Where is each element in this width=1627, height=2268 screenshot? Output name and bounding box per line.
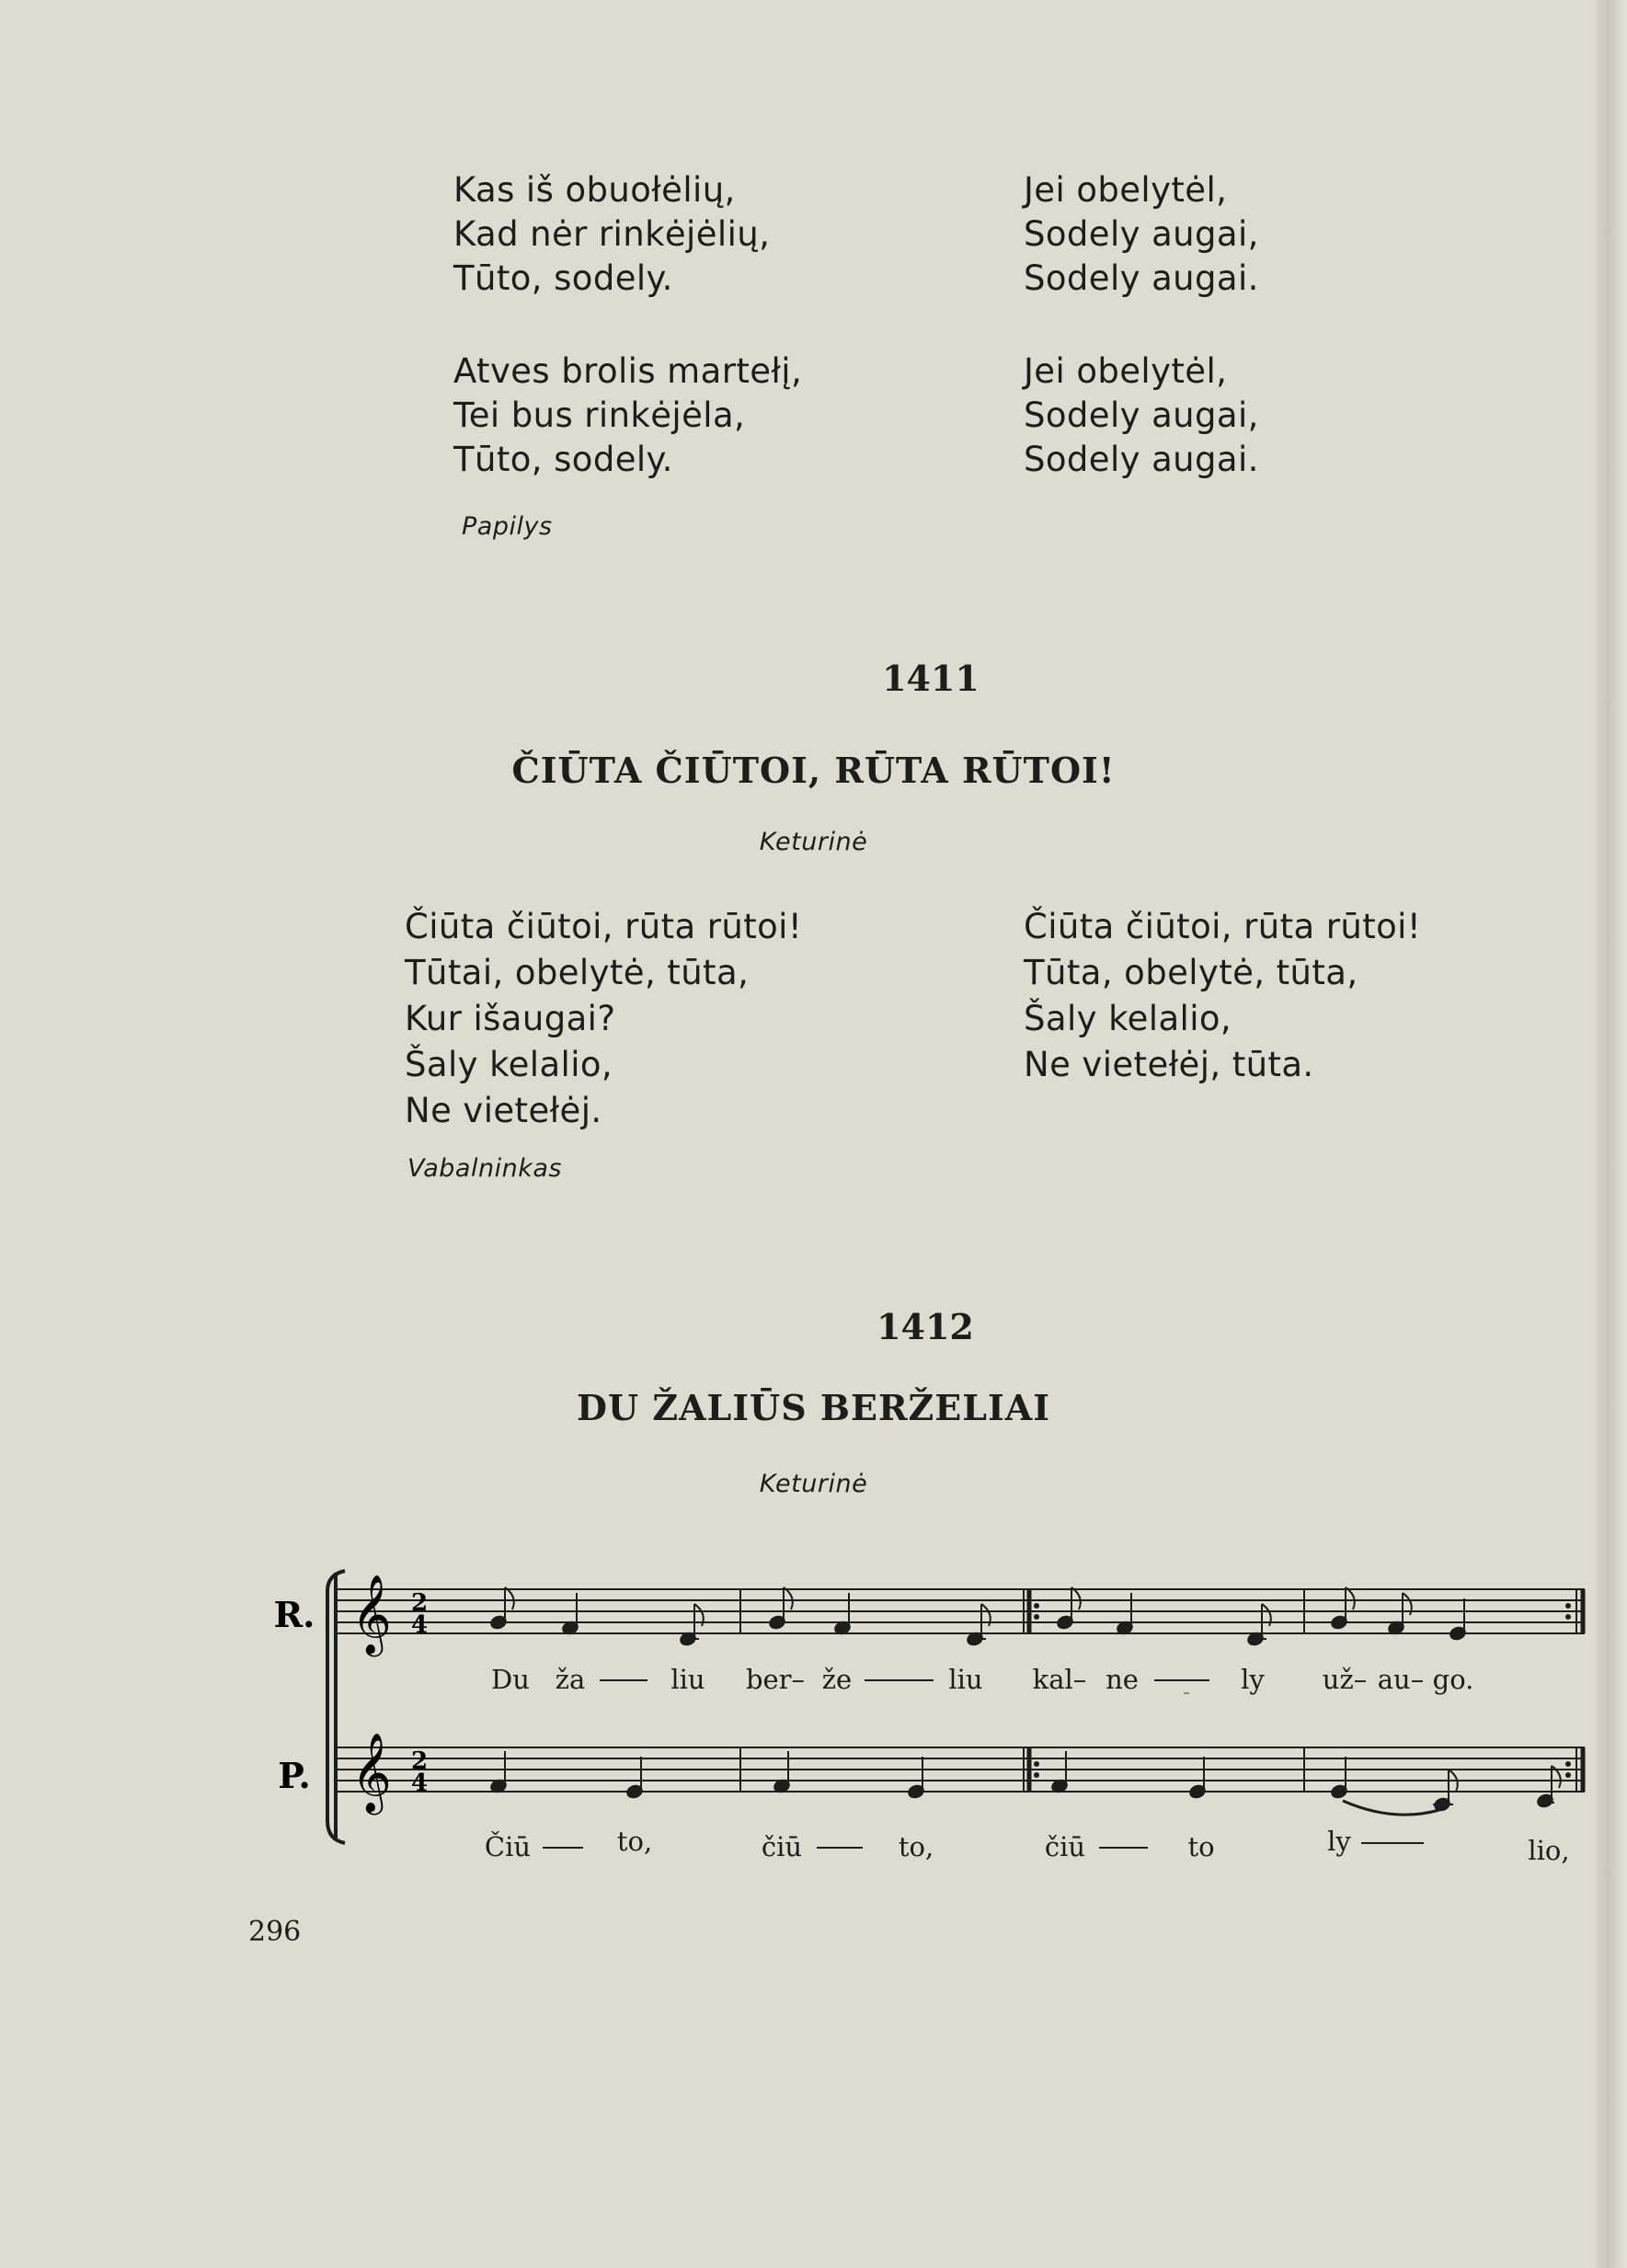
- verse-line: Sodely augai,: [1024, 214, 1259, 254]
- song-1412-title: DU ŽALIŪS BERŽELIAI: [577, 1387, 1050, 1428]
- song-1411-number: 1411: [882, 658, 980, 699]
- lyric-syllable: kal–: [1032, 1664, 1087, 1695]
- note-flag: [1071, 1587, 1081, 1609]
- verse-line: Sodely augai.: [1024, 440, 1259, 479]
- prev-song-stanza-4: [1024, 349, 1259, 482]
- song-1412-type: Keturinė: [759, 1470, 868, 1498]
- song-1411-stanza-right: [1024, 904, 1421, 1088]
- voice-r-lyrics: [491, 1664, 1473, 1701]
- note-flag: [1346, 1587, 1355, 1609]
- verse-line: Tūto, sodely.: [453, 440, 673, 479]
- prev-song-place: Papilys: [462, 512, 553, 541]
- lyric-syllable: to,: [616, 1826, 653, 1857]
- lyric-syllable: už–: [1322, 1664, 1368, 1695]
- lyric-syllable: Du: [491, 1664, 530, 1695]
- verse-line: Tei bus rinkėjėla,: [453, 395, 746, 435]
- page-number: 296: [248, 1916, 302, 1948]
- lyric-syllable: ne: [1106, 1664, 1139, 1695]
- lyric-syllable: ber–: [745, 1664, 806, 1695]
- verse-line: Čiūta čiūtoi, rūta rūtoi!: [405, 907, 803, 946]
- lyric-mark: –: [1183, 1686, 1190, 1701]
- prev-song-stanza-3: [1024, 168, 1259, 301]
- voice-r-notes: [489, 1587, 1466, 1646]
- lyric-syllable: ža: [555, 1664, 586, 1695]
- time-sig-bottom: 4: [410, 1611, 429, 1639]
- lyric-syllable: Čiū: [484, 1831, 532, 1862]
- verse-line: Jei obelytėl,: [1024, 351, 1228, 391]
- time-sig-top: 2: [410, 1589, 429, 1617]
- verse-line: Ne vietełėj.: [405, 1091, 602, 1130]
- lyric-syllable: že: [821, 1664, 853, 1695]
- song-1411-place: Vabalninkas: [407, 1154, 562, 1183]
- lyric-syllable: ly: [1241, 1664, 1265, 1695]
- verse-line: Tūtai, obelytė, tūta,: [405, 953, 750, 992]
- voice-p-label: P.: [278, 1755, 311, 1796]
- song-1411-stanza-left: [405, 904, 802, 1134]
- lyric-syllable: au–: [1377, 1664, 1425, 1695]
- song-1411-title: ČIŪTA ČIŪTOI, RŪTA RŪTOI!: [511, 750, 1116, 791]
- verse-line: Atves brolis martełį,: [453, 351, 803, 391]
- prev-song-stanza-1: [453, 168, 770, 301]
- verse-line: Kur išaugai?: [405, 999, 616, 1038]
- voice-r-label: R.: [273, 1594, 315, 1635]
- note-flag: [784, 1587, 793, 1609]
- verse-line: Tūto, sodely.: [453, 258, 673, 298]
- lyric-syllable: go.: [1432, 1664, 1474, 1695]
- staff-lower: [336, 1747, 1585, 1792]
- verse-line: Šaly kelalio,: [1024, 999, 1232, 1038]
- verse-line: Čiūta čiūtoi, rūta rūtoi!: [1024, 907, 1422, 946]
- lyric-syllable: to: [1187, 1831, 1215, 1862]
- voice-p-lyrics: [485, 1826, 1570, 1866]
- verse-line: Sodely augai.: [1024, 258, 1259, 298]
- lyric-syllable: lio,: [1528, 1835, 1570, 1866]
- treble-clef-icon: 𝄞: [351, 1733, 392, 1812]
- slur: [1343, 1801, 1439, 1815]
- note-flag: [505, 1587, 514, 1609]
- song-1411-type: Keturinė: [759, 828, 868, 856]
- time-sig-top: 2: [410, 1747, 429, 1775]
- verse-line: Ne vietełėj, tūta.: [1024, 1045, 1314, 1084]
- treble-clef-icon: 𝄞: [351, 1575, 392, 1654]
- verse-line: Kad nėr rinkėjėlių,: [453, 214, 771, 254]
- song-1412-number: 1412: [877, 1306, 974, 1347]
- lyric-syllable: liu: [948, 1664, 983, 1695]
- voice-p-notes: [489, 1751, 1560, 1815]
- lyric-syllable: to,: [898, 1831, 934, 1862]
- verse-line: Šaly kelalio,: [405, 1045, 613, 1084]
- lyric-syllable: ly: [1327, 1826, 1351, 1857]
- page-edge-shadow: [1596, 0, 1627, 2268]
- verse-line: Jei obelytėl,: [1024, 170, 1228, 210]
- lyric-syllable: čiū: [1044, 1831, 1086, 1862]
- prev-song-stanza-2: [453, 349, 802, 482]
- time-sig-bottom: 4: [410, 1770, 429, 1797]
- verse-line: Sodely augai,: [1024, 395, 1259, 435]
- lyric-syllable: čiū: [761, 1831, 803, 1862]
- verse-line: Kas iš obuołėlių,: [453, 170, 736, 210]
- music-score: [267, 1564, 1600, 1876]
- lyric-syllable: liu: [670, 1664, 705, 1695]
- verse-line: Tūta, obelytė, tūta,: [1024, 953, 1358, 992]
